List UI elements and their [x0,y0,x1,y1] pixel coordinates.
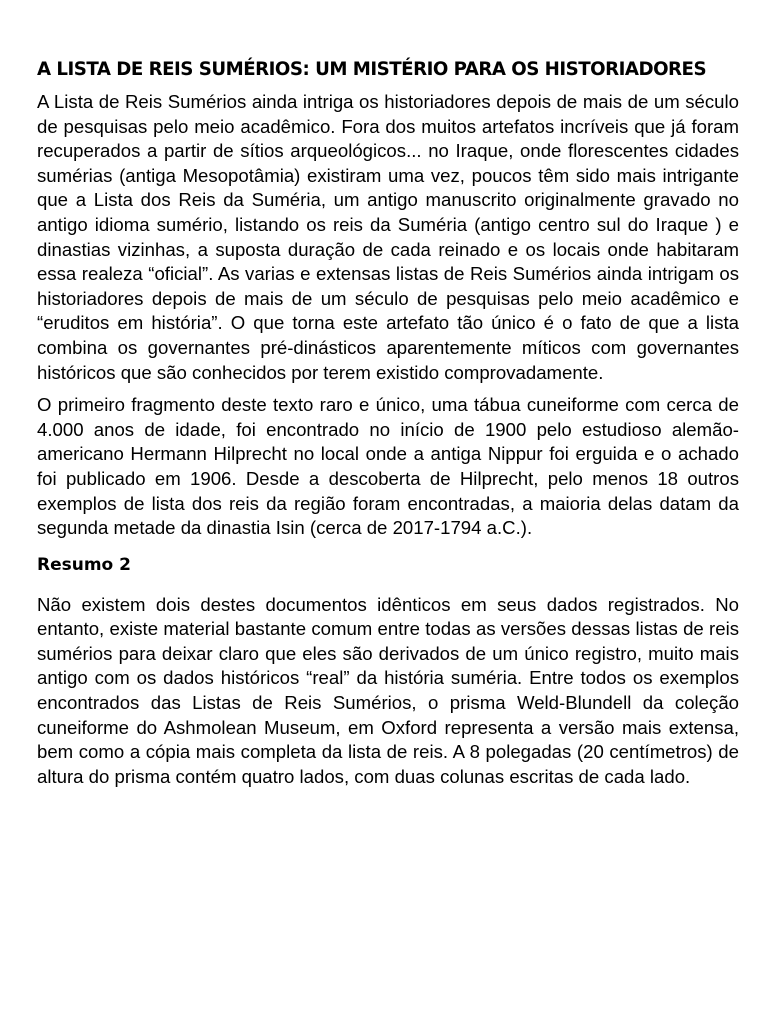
paragraph-3: Não existem dois destes documentos idênticos em seus dados registrados. No entanto, existe material bastante comum entre todas as versões dessas listas de reis sumérios para deixar claro que eles são derivados de um único registro, muito mais antigo com os dados históricos “real” da história suméria. Entre todos os exemplos encontrados das Listas de Reis Sumérios, o prisma Weld-Blundell da coleção cuneiforme do Ashmolean Museum, em Oxford representa a versão mais extensa, bem como a cópia mais completa da lista de reis. A 8 polegadas (20 centímetros) de altura do prisma contém quatro lados, com duas colunas escritas de cada lado. [37,593,739,787]
document-title: A LISTA DE REIS SUMÉRIOS: UM MISTÉRIO PARA OS HISTORIADORES [37,59,707,80]
section-heading: Resumo 2 [37,554,131,575]
paragraph-1: A Lista de Reis Sumérios ainda intriga os historiadores depois de mais de um século de pesquisas pelo meio acadêmico. Fora dos muitos artefatos incríveis que já foram recuperados a partir de sítios arqueológicos... no Iraque, onde florescentes cidades sumérias (antiga Mesopotâmia) existiram uma vez, poucos têm sido mais intrigante que a Lista dos Reis da Suméria, um antigo manuscrito originalmente gravado no antigo idioma sumério, listando os reis da Suméria (antigo centro sul do Iraque ) e dinastias vizinhas, a suposta duração de cada reinado e os locais onde habitaram essa realeza “oficial”. As varias e extensas listas de Reis Sumérios ainda intrigam os historiadores depois de mais de um século de pesquisas pelo meio acadêmico e “eruditos em história”. O que torna este artefato tão único é o fato de que a lista combina os governantes pré-dinásticos aparentemente míticos com governantes históricos que são conhecidos por terem existido comprovadamente. [37,91,739,383]
document-page [37,58,739,797]
paragraph-2: O primeiro fragmento deste texto raro e único, uma tábua cuneiforme com cerca de 4.000 anos de idade, foi encontrado no início de 1900 pelo estudioso alemão-americano Hermann Hilprecht no local onde a antiga Nippur foi erguida e o achado foi publicado em 1906. Desde a descoberta de Hilprecht, pelo menos 18 outros exemplos de lista dos reis da região foram encontradas, a maioria delas datam da segunda metade da dinastia Isin (cerca de 2017-1794 a.C.). [37,394,739,539]
